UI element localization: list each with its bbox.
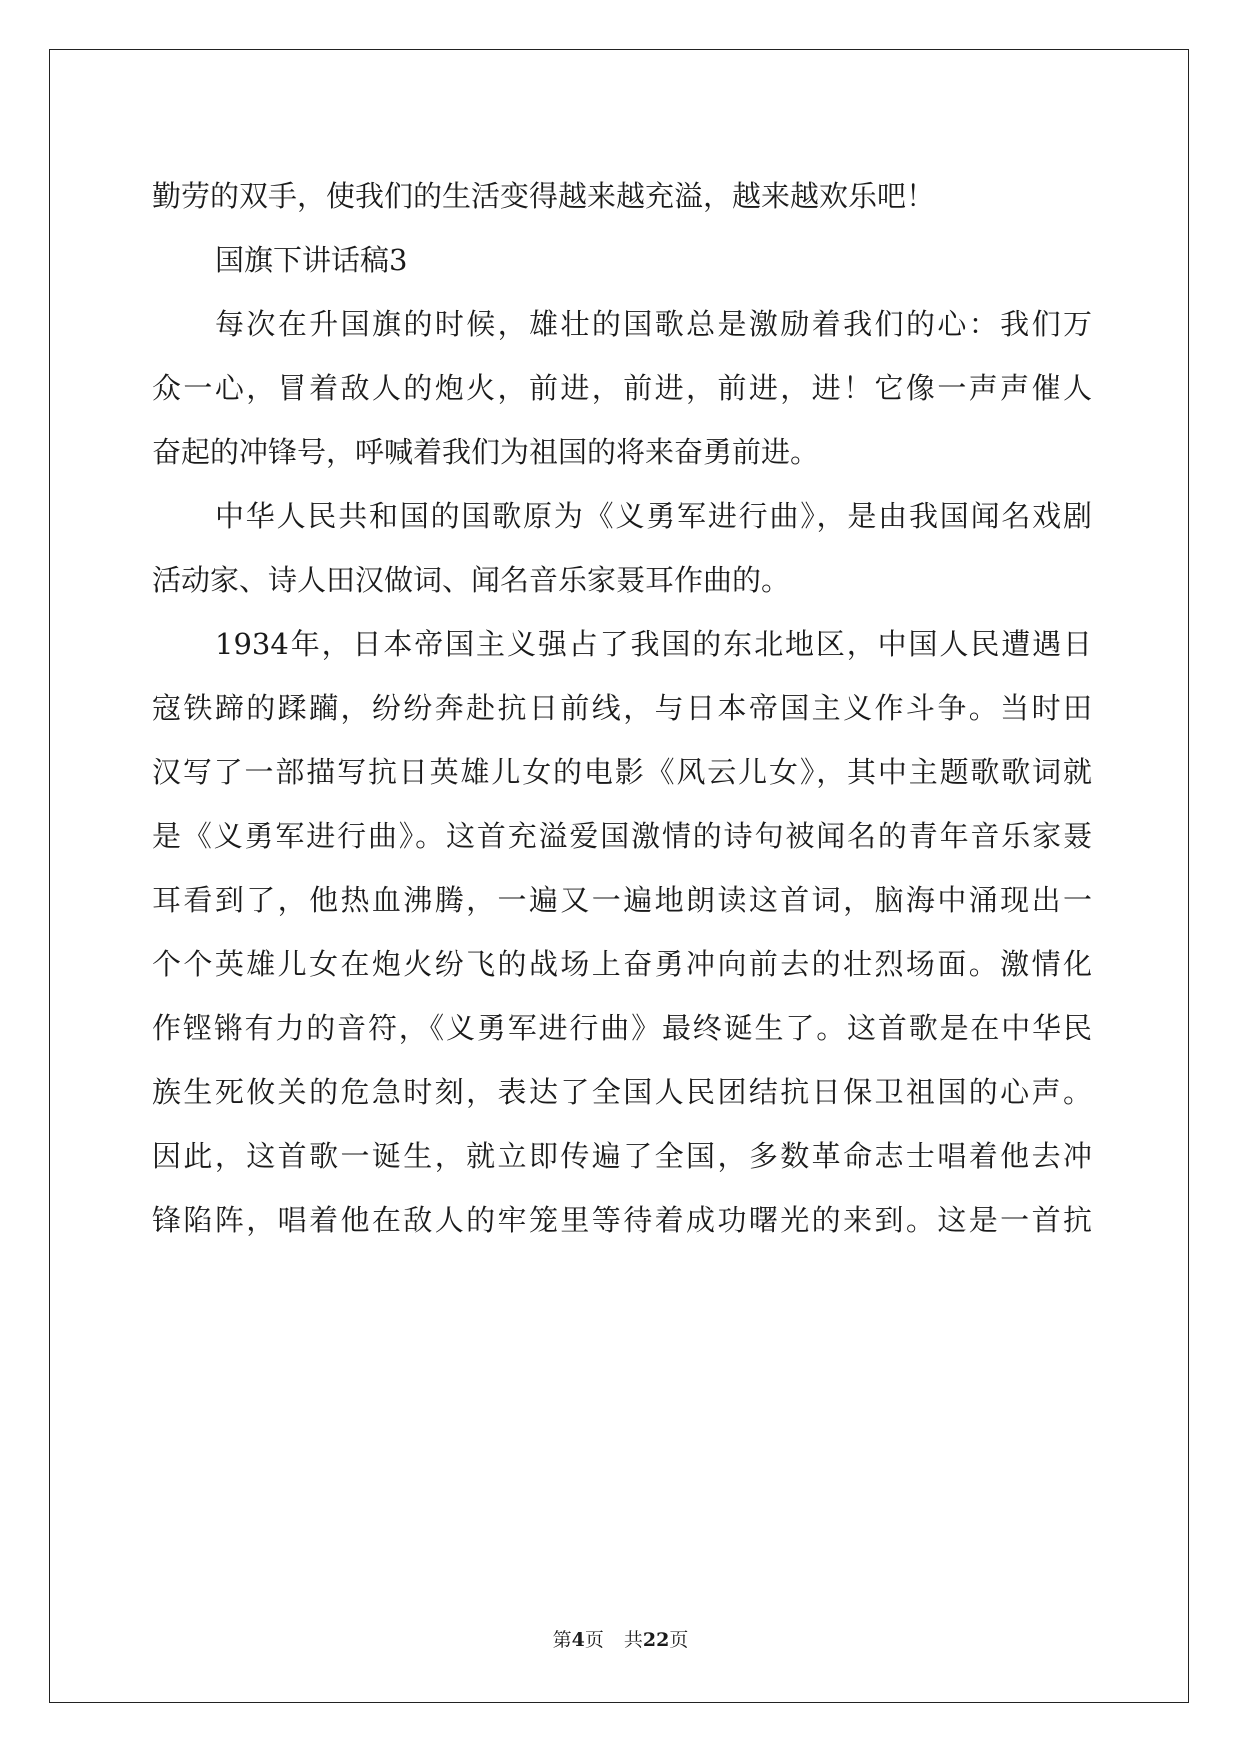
paragraph-line: 中华人民共和国的国歌原为《义勇军进行曲》，是由我国闻名戏剧 <box>215 499 1092 533</box>
paragraph-line: 众一心，冒着敌人的炮火，前进，前进，前进，进！它像一声声催人 <box>152 371 1092 405</box>
page-footer <box>0 1628 1241 1652</box>
paragraph-line: 耳看到了，他热血沸腾，一遍又一遍地朗读这首词，脑海中涌现出一 <box>152 883 1092 917</box>
paragraph-line: 1934年，日本帝国主义强占了我国的东北地区，中国人民遭遇日 <box>215 627 1092 661</box>
total-pages-suffix: 页 <box>669 1629 689 1651</box>
paragraph-line: 个个英雄儿女在炮火纷飞的战场上奋勇冲向前去的壮烈场面。激情化 <box>152 947 1092 981</box>
page-number-prefix: 第 <box>552 1629 572 1651</box>
paragraph-line: 奋起的冲锋号，呼喊着我们为祖国的将来奋勇前进。 <box>152 435 820 469</box>
total-pages-prefix: 共 <box>623 1629 643 1651</box>
page-number-suffix: 页 <box>584 1629 604 1651</box>
paragraph-line: 勤劳的双手，使我们的生活变得越来越充溢，越来越欢乐吧！ <box>152 179 936 213</box>
page-number: 4 <box>571 1629 585 1651</box>
paragraph-line: 锋陷阵，唱着他在敌人的牢笼里等待着成功曙光的来到。这是一首抗 <box>152 1203 1092 1237</box>
section-heading: 国旗下讲话稿3 <box>215 243 408 277</box>
paragraph-line: 是《义勇军进行曲》。这首充溢爱国激情的诗句被闻名的青年音乐家聂 <box>152 819 1092 853</box>
paragraph-line: 族生死攸关的危急时刻，表达了全国人民团结抗日保卫祖国的心声。 <box>152 1075 1092 1109</box>
paragraph-line: 因此，这首歌一诞生，就立即传遍了全国，多数革命志士唱着他去冲 <box>152 1139 1092 1173</box>
paragraph-line: 汉写了一部描写抗日英雄儿女的电影《风云儿女》，其中主题歌歌词就 <box>152 755 1092 789</box>
paragraph-line: 活动家、诗人田汉做词、闻名音乐家聂耳作曲的。 <box>152 563 791 597</box>
document-body <box>152 164 1092 1252</box>
paragraph-line: 作铿锵有力的音符，《义勇军进行曲》最终诞生了。这首歌是在中华民 <box>152 1011 1092 1045</box>
total-pages: 22 <box>642 1629 670 1651</box>
paragraph-line: 寇铁蹄的蹂躏，纷纷奔赴抗日前线，与日本帝国主义作斗争。当时田 <box>152 691 1092 725</box>
paragraph-line: 每次在升国旗的时候，雄壮的国歌总是激励着我们的心：我们万 <box>215 307 1092 341</box>
